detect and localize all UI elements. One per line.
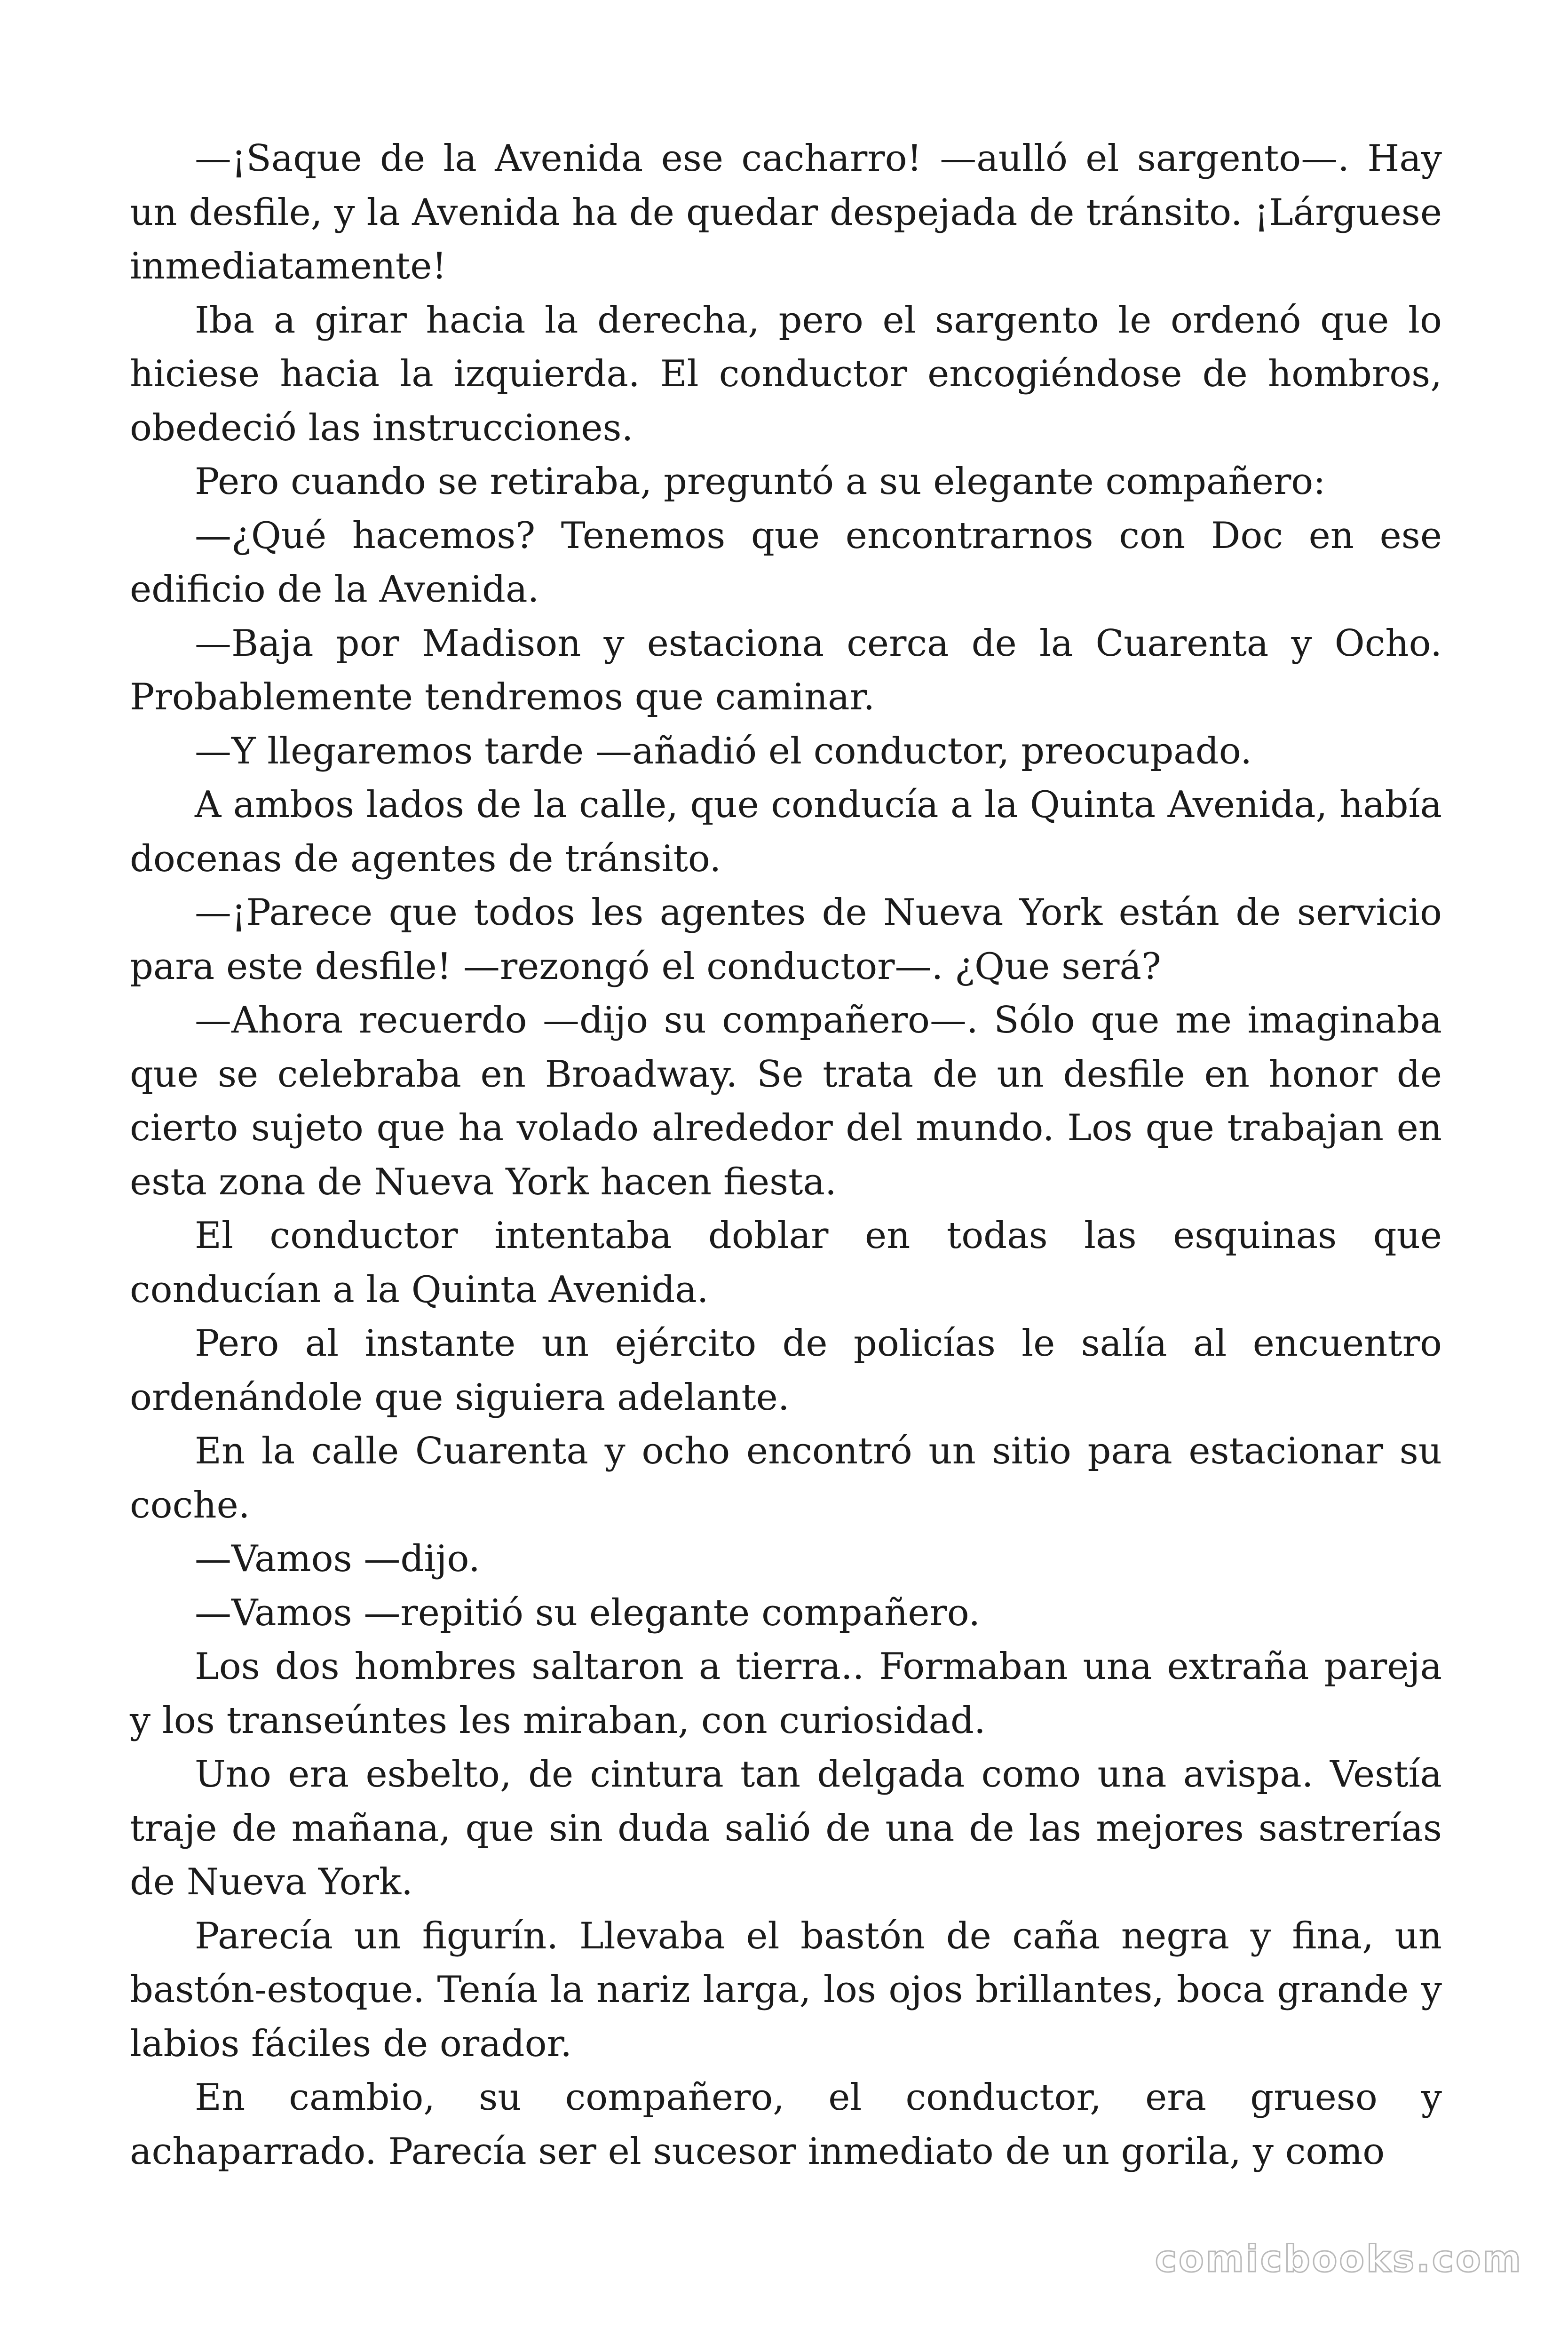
watermark: comicbooks.com <box>1155 2238 1523 2280</box>
paragraph: —Baja por Madison y estaciona cerca de la Cuarenta y Ocho. Probablemente tendremos que caminar. <box>130 622 1442 718</box>
paragraph: Iba a girar hacia la derecha, pero el sargento le ordenó que lo hiciese hacia la izquierda. El conductor encogiéndose de hombros, obedeció las instrucciones. <box>130 299 1442 449</box>
paragraph: —Ahora recuerdo —dijo su compañero—. Sólo que me imaginaba que se celebraba en Broadway. Se trata de un desfile en honor de cierto sujeto que ha volado alrededor del mundo. Los que trabajan en esta zona de Nueva York hacen fiesta. <box>130 999 1442 1203</box>
paragraph: El conductor intentaba doblar en todas las esquinas que conducían a la Quinta Avenida. <box>130 1215 1442 1311</box>
book-page-text <box>130 132 1442 2178</box>
paragraph: En cambio, su compañero, el conductor, era grueso y achaparrado. Parecía ser el sucesor inmediato de un gorila, y como <box>130 2076 1442 2173</box>
paragraph: —Vamos —dijo. <box>195 1538 480 1580</box>
paragraph: —¡Saque de la Avenida ese cacharro! —aulló el sargento—. Hay un desfile, y la Avenida ha de quedar despejada de tránsito. ¡Lárguese inmediatamente! <box>130 137 1442 287</box>
paragraph: Pero cuando se retiraba, preguntó a su elegante compañero: <box>195 461 1326 503</box>
paragraph: —Vamos —repitió su elegante compañero. <box>195 1591 981 1634</box>
paragraph: —Y llegaremos tarde —añadió el conductor, preocupado. <box>195 730 1252 772</box>
paragraph: Los dos hombres saltaron a tierra.. Formaban una extraña pareja y los transeúntes les miraban, con curiosidad. <box>130 1645 1442 1742</box>
paragraph: —¡Parece que todos les agentes de Nueva York están de servicio para este desfile! —rezongó el conductor—. ¿Que será? <box>130 891 1442 988</box>
paragraph: Uno era esbelto, de cintura tan delgada como una avispa. Vestía traje de mañana, que sin duda salió de una de las mejores sastrerías de Nueva York. <box>130 1753 1442 1903</box>
paragraph: Pero al instante un ejército de policías le salía al encuentro ordenándole que siguiera adelante. <box>130 1322 1442 1419</box>
paragraph: Parecía un figurín. Llevaba el bastón de caña negra y fina, un bastón-estoque. Tenía la nariz larga, los ojos brillantes, boca grande y labios fáciles de orador. <box>130 1915 1442 2065</box>
paragraph: A ambos lados de la calle, que conducía a la Quinta Avenida, había docenas de agentes de tránsito. <box>130 784 1442 880</box>
paragraph: En la calle Cuarenta y ocho encontró un sitio para estacionar su coche. <box>130 1430 1442 1526</box>
paragraph: —¿Qué hacemos? Tenemos que encontrarnos con Doc en ese edificio de la Avenida. <box>130 514 1442 611</box>
